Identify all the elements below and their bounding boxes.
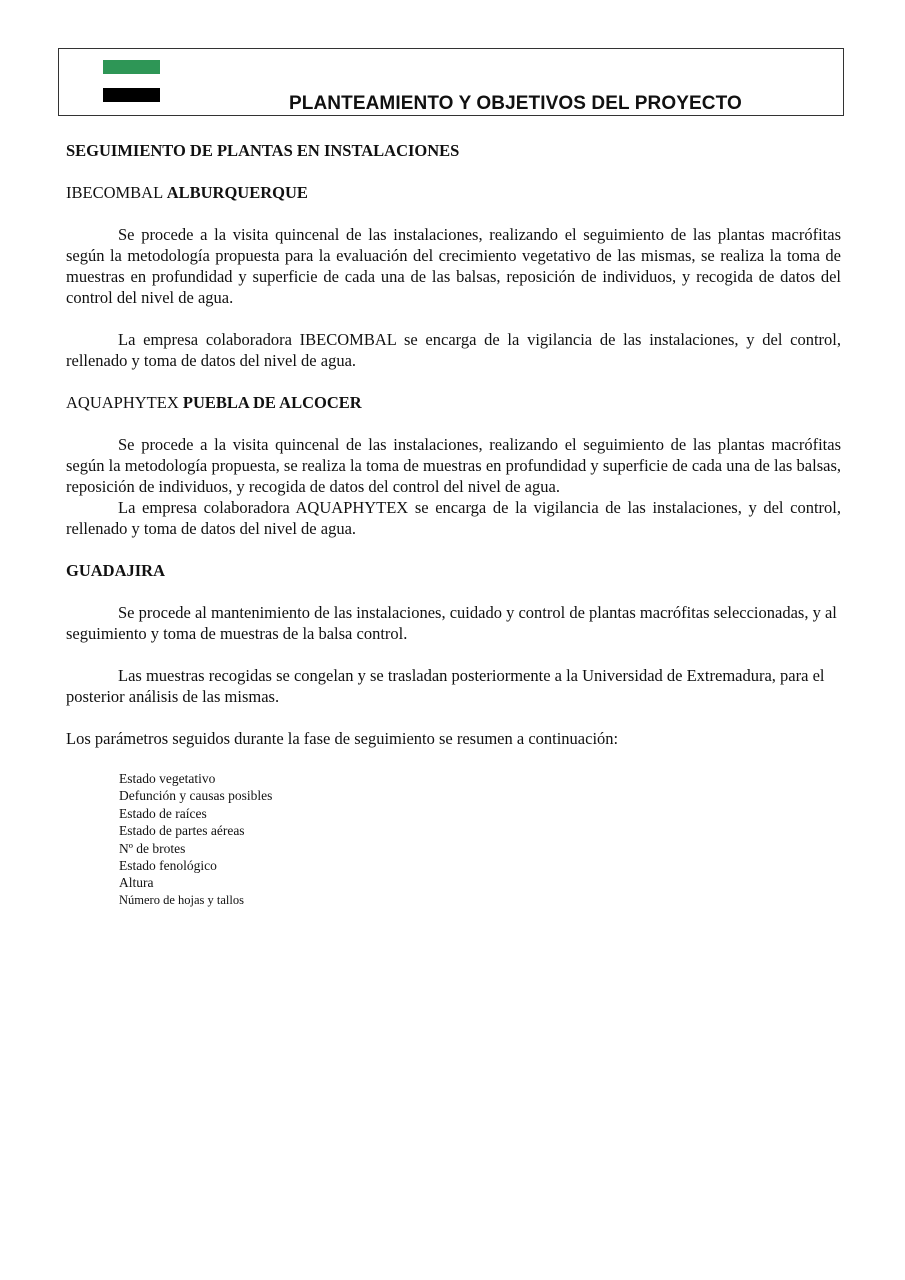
list-item: Estado fenológico bbox=[119, 858, 217, 874]
paragraph: La empresa colaboradora AQUAPHYTEX se encarga de la vigilancia de las instalaciones, y del control, rellenado y toma de datos del nivel de agua. bbox=[66, 498, 841, 538]
site-name: PUEBLA DE ALCOCER bbox=[182, 393, 362, 412]
header-box bbox=[58, 48, 844, 116]
list-item: Defunción y causas posibles bbox=[119, 788, 273, 804]
list-item: Altura bbox=[119, 875, 154, 891]
site-heading-guadajira bbox=[66, 560, 841, 581]
section-title: SEGUIMIENTO DE PLANTAS EN INSTALACIONES bbox=[66, 141, 460, 160]
site-company: AQUAPHYTEX bbox=[66, 393, 183, 412]
site-heading-alburquerque bbox=[66, 182, 841, 203]
parameters-intro: Los parámetros seguidos durante la fase de seguimiento se resumen a continuación: bbox=[66, 729, 619, 748]
site-heading-puebla-de-alcocer bbox=[66, 392, 841, 413]
list-item: Estado de partes aéreas bbox=[119, 823, 245, 839]
list-item: Número de hojas y tallos bbox=[119, 892, 244, 907]
document-body bbox=[66, 140, 841, 909]
site-name: ALBURQUERQUE bbox=[166, 183, 308, 202]
paragraph: Se procede al mantenimiento de las instalaciones, cuidado y control de plantas macrófitas seleccionadas, y al seguimiento y toma de muestras de la balsa control. bbox=[66, 603, 837, 643]
list-item: Estado vegetativo bbox=[119, 771, 216, 786]
paragraph: Se procede a la visita quincenal de las instalaciones, realizando el seguimiento de las plantas macrófitas según la metodología propuesta para la evaluación del crecimiento vegetativo de las mismas, se realiza la toma de muestras en profundidad y superficie de cada una de las balsas, reposición de individuos, y recogida de datos del control del nivel de agua. bbox=[66, 225, 841, 307]
extremadura-flag-icon bbox=[103, 60, 160, 102]
paragraph: La empresa colaboradora IBECOMBAL se encarga de la vigilancia de las instalaciones, y del control, rellenado y toma de datos del nivel de agua. bbox=[66, 330, 841, 370]
flag-white-stripe bbox=[103, 74, 160, 88]
flag-green-stripe bbox=[103, 60, 160, 74]
flag-black-stripe bbox=[103, 88, 160, 102]
parameters-list bbox=[66, 770, 841, 909]
page-title: PLANTEAMIENTO Y OBJETIVOS DEL PROYECTO bbox=[289, 93, 742, 114]
list-item: Estado de raíces bbox=[119, 805, 207, 821]
paragraph: Las muestras recogidas se congelan y se trasladan posteriormente a la Universidad de Extremadura, para el posterior análisis de las mismas. bbox=[66, 666, 825, 706]
paragraph: Se procede a la visita quincenal de las instalaciones, realizando el seguimiento de las plantas macrófitas según la metodología propuesta, se realiza la toma de muestras en profundidad y superficie de cada una de las balsas, reposición de individuos, y recogida de datos del control del nivel de agua. bbox=[66, 435, 841, 496]
site-name: GUADAJIRA bbox=[66, 561, 165, 580]
list-item: Nº de brotes bbox=[119, 840, 186, 856]
site-company: IBECOMBAL bbox=[66, 183, 167, 202]
